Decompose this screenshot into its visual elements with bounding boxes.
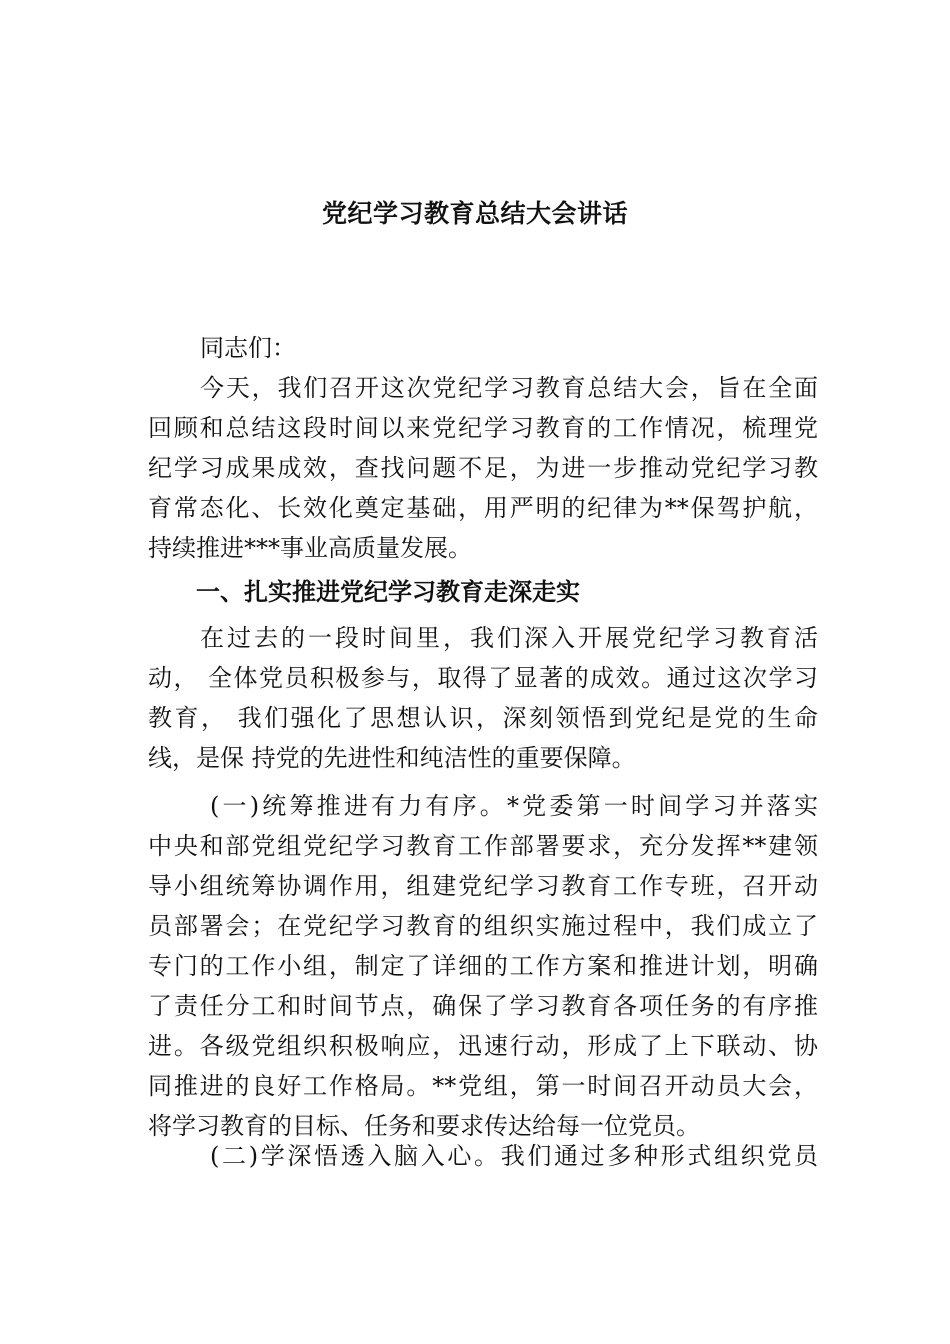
paragraph-line: 持续推进***事业高质量发展。	[148, 534, 472, 562]
paragraph-line: (二)学深悟透入脑入心。我们通过多种形式组织党员	[210, 1142, 818, 1170]
paragraph-line: (一)统筹推进有力有序。*党委第一时间学习并落实	[210, 792, 818, 820]
section-heading: 一、扎实推进党纪学习教育走深走实	[196, 578, 580, 606]
paragraph-line: 中央和部党组党纪学习教育工作部署要求，充分发挥**建领	[148, 832, 818, 860]
paragraph-line: 今天，我们召开这次党纪学习教育总结大会，旨在全面	[200, 374, 818, 402]
paragraph-line: 专门的工作小组，制定了详细的工作方案和推进计划，明确	[148, 952, 818, 980]
paragraph-line: 将学习教育的目标、任务和要求传达给每一位党员。	[148, 1112, 700, 1140]
paragraph-line: 回顾和总结这段时间以来党纪学习教育的工作情况，梳理党	[148, 414, 818, 442]
document-title: 党纪学习教育总结大会讲话	[321, 199, 628, 228]
paragraph-line: 教育， 我们强化了思想认识，深刻领悟到党纪是党的生命	[148, 704, 818, 732]
paragraph-line: 动， 全体党员积极参与，取得了显著的成效。通过这次学习	[148, 664, 818, 692]
paragraph-line: 在过去的一段时间里，我们深入开展党纪学习教育活	[200, 624, 818, 652]
section1-paragraph	[148, 618, 818, 778]
paragraph-line: 线，是保 持党的先进性和纯洁性的重要保障。	[148, 744, 636, 772]
subsection1-paragraph	[148, 786, 818, 1146]
paragraph-line: 员部署会；在党纪学习教育的组织实施过程中，我们成立了	[148, 912, 818, 940]
paragraph-line: 了责任分工和时间节点，确保了学习教育各项任务的有序推	[148, 992, 818, 1020]
paragraph-line: 同推进的良好工作格局。**党组，第一时间召开动员大会，	[148, 1072, 818, 1100]
paragraph-line: 纪学习成果成效，查找问题不足，为进一步推动党纪学习教	[148, 454, 818, 482]
paragraph-line: 育常态化、长效化奠定基础，用严明的纪律为**保驾护航，	[148, 494, 818, 522]
salutation: 同志们：	[200, 334, 296, 362]
paragraph-line: 导小组统筹协调作用，组建党纪学习教育工作专班，召开动	[148, 872, 818, 900]
paragraph-line: 进。各级党组织积极响应，迅速行动，形成了上下联动、协	[148, 1032, 818, 1060]
intro-paragraph	[148, 368, 818, 568]
subsection2-paragraph	[148, 1136, 818, 1176]
